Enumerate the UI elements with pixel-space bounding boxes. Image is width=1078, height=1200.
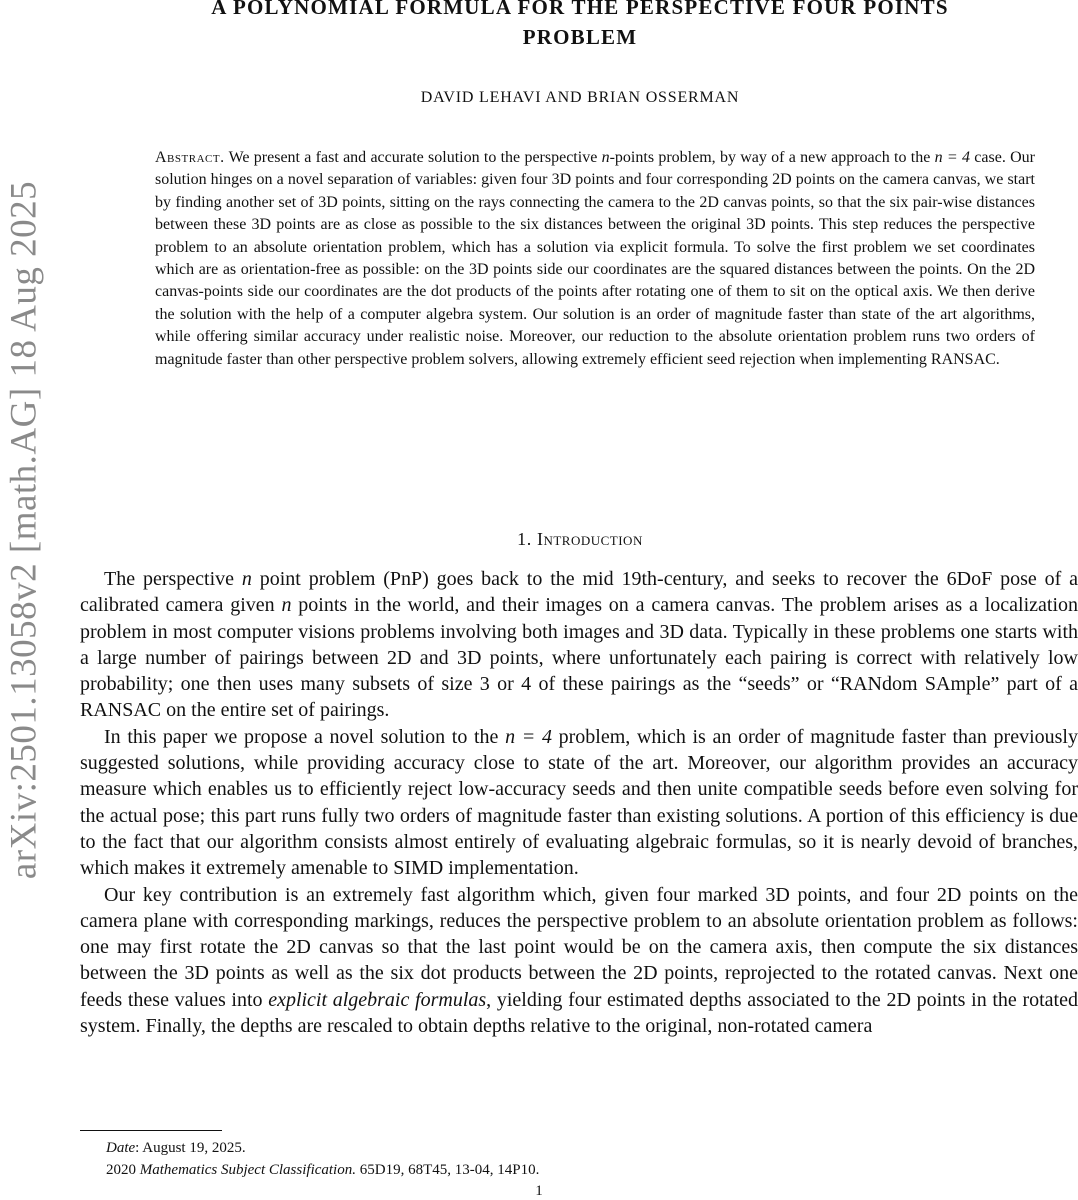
section-title: Introduction (536, 529, 643, 549)
footnote-date (80, 1137, 1070, 1159)
footnote-date-value: : August 19, 2025. (135, 1140, 246, 1156)
abstract-text-2: -points problem, by way of a new approach to the (609, 149, 935, 166)
paragraph-1-text-b: point problem (PnP) goes back to the mid 19th-century, and seeks to recover the 6DoF pose of a calibrated camera given (80, 568, 1078, 617)
paragraph-1-math-n-2: n (281, 594, 292, 617)
footnote-divider (80, 1130, 222, 1131)
paragraph-1 (80, 566, 1078, 724)
paragraph-1-text-c: points in the world, and their images on a camera canvas. The problem arises as a localization problem in most computer visions problems involving both images and 3D data. Typically in these problems one starts with a large number of pairings between 2D and 3D points, where unfortunately each pairing is correct with relatively low probability; one then uses many subsets of size 3 or 4 of these pairings as the “seeds” or “RANdom SAmple” part of a RANSAC on the entire set of pairings. (80, 594, 1078, 722)
abstract-text-1: We present a fast and accurate solution to the perspective (224, 149, 602, 166)
abstract-text-3: case. Our solution hinges on a novel separation of variables: given four 3D points and four corresponding 2D points on the camera canvas, we start by finding another set of 3D points, sitting on the rays connecting the camera to the 2D canvas points, so that the six pair-wise distances between these 3D points are as close as possible to the six distances between the original 3D points. This step reduces the perspective problem to an absolute orientation problem, which has a solution via explicit formula. To solve the first problem we set coordinates which are as orientation-free as possible: on the 3D points side our coordinates are the squared distances between the points. On the 2D canvas-points side our coordinates are the dot products of the points after rotating one of them to sit on the optical axis. We then derive the solution with the help of a computer algebra system. Our solution is an order of magnitude faster than state of the art algorithms, while offering similar accuracy under realistic noise. Moreover, our reduction to the absolute orientation problem runs two orders of magnitude faster than other perspective problem solvers, allowing extremely efficient seed rejection when implementing RANSAC. (155, 149, 1036, 368)
page-number: 1 (535, 1183, 543, 1199)
abstract-math-n-equals-4: n = 4 (934, 149, 971, 166)
paragraph-2 (80, 724, 1078, 882)
paragraph-2-text-a: In this paper we propose a novel solution to the (104, 725, 506, 748)
arxiv-identifier-text: arXiv:2501.13058v2 [math.AG] 18 Aug 2025 (3, 180, 45, 880)
paragraph-3 (80, 882, 1078, 1040)
section-heading-introduction (80, 529, 1078, 550)
footnote-msc-year: 2020 (106, 1162, 140, 1178)
paper-authors: DAVID LEHAVI AND BRIAN OSSERMAN (420, 89, 740, 106)
footnote-date-label: Date (106, 1140, 136, 1156)
paper-title-line-1: A POLYNOMIAL FORMULA FOR THE PERSPECTIVE FOUR POINTS (211, 0, 949, 19)
paragraph-2-text-b: problem, which is an order of magnitude faster than previously suggested solutions, while providing accuracy close to state of the art. Moreover, our algorithm provides an accuracy measure which enables us to efficiently reject low-accuracy seeds and then unite compatible seeds before even solving for the actual pose; this part runs fully two orders of magnitude faster than existing solutions. A portion of this efficiency is due to the fact that our algorithm consists almost entirely of evaluating algebraic formulas, so it is nearly devoid of branches, which makes it extremely amenable to SIMD implementation. (80, 725, 1078, 880)
arxiv-identifier-stamp (0, 120, 48, 940)
paragraph-3-text-a: Our key contribution is an extremely fast algorithm which, given four marked 3D points, and four 2D points on the camera plane with corresponding markings, reduces the perspective problem to an absolute orientation problem as follows: one may first rotate the 2D canvas so that the last point would be on the camera axis, then compute the six distances between the 3D points as well as the six dot products between the 2D points, reprojected to the rotated canvas. Next one feeds these values into (80, 883, 1078, 1011)
footnote-msc-value: 65D19, 68T45, 13-04, 14P10. (355, 1162, 540, 1178)
footnote-msc (80, 1159, 1070, 1181)
paragraph-2-math-n-equals-4: n = 4 (505, 725, 552, 748)
introduction-body (80, 566, 1078, 1039)
paragraph-1-math-n: n (241, 568, 252, 590)
footnotes (80, 1137, 1070, 1181)
paper-title (120, 0, 1040, 52)
paragraph-1-text-a: The perspective (104, 568, 242, 590)
footnote-msc-label: Mathematics Subject Classification. (139, 1162, 356, 1178)
abstract (155, 147, 1035, 371)
abstract-label: Abstract. (155, 149, 225, 166)
paragraph-3-text-b: , yielding four estimated depths associated to the 2D points in the rotated system. Finally, the depths are rescaled to obtain depths relative to the original, non-rotated camera (80, 988, 1078, 1038)
abstract-math-n: n (601, 149, 610, 166)
paragraph-3-emphasis: explicit algebraic formulas (268, 988, 487, 1011)
section-number: 1. (517, 529, 532, 549)
paper-title-line-2: PROBLEM (522, 25, 638, 49)
